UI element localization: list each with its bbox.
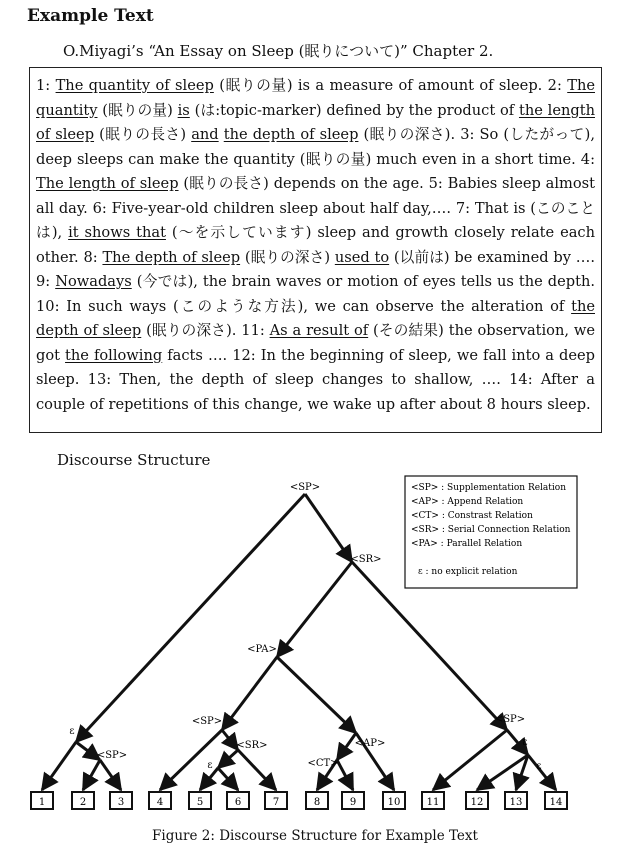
tree-leaf-number: 10: [387, 797, 401, 808]
text-segment: (眠りの量) is a measure of amount of sleep. 2:: [213, 77, 568, 94]
tree-leaf-number: 14: [549, 797, 563, 808]
tree-leaf-number: 8: [313, 797, 321, 808]
epsilon-label: ε: [69, 726, 75, 737]
discourse-tree: [0, 470, 630, 830]
tree-edge: [218, 768, 238, 790]
text-segment: (眠りの量): [97, 101, 178, 119]
tree-edge: [100, 760, 121, 790]
text-segment: (は:topic-marker) defined by the product of: [189, 101, 519, 119]
tree-leaf-number: 2: [79, 797, 87, 808]
tree-leaf-number: 11: [426, 797, 440, 808]
figure-caption: Figure 2: Discourse Structure for Example Text: [152, 828, 478, 844]
epsilon-label: ε: [522, 737, 528, 748]
tree-edge: [277, 657, 356, 733]
tree-edge: [277, 562, 352, 657]
text-segment: (今では), the brain waves or motion of eyes tells us the depth. 10: In such ways (このような方法), we can observe the alteration of: [36, 273, 595, 315]
tree-edge: [337, 733, 356, 760]
node-label-root: <SP>: [289, 482, 321, 493]
node-label-ap: <AP>: [354, 738, 386, 749]
text-segment: (眠りの深さ). 11:: [141, 322, 270, 339]
underlined-phrase: Nowadays: [55, 273, 132, 290]
text-segment: (眠りの深さ): [240, 248, 335, 266]
tree-edge: [222, 657, 277, 730]
essay-citation: O.Miyagi’s “An Essay on Sleep (眠りについて)” Chapter 2.: [63, 42, 494, 60]
text-segment: 1:: [36, 77, 56, 94]
underlined-phrase: used to: [334, 248, 390, 266]
underlined-phrase: The quantity: [36, 77, 595, 119]
tree-edge: [200, 768, 218, 790]
epsilon-label: ε: [207, 760, 213, 771]
node-label-sp: <SP>: [191, 716, 223, 727]
underlined-phrase: the depth of sleep: [36, 297, 595, 339]
tree-edge: [160, 730, 222, 790]
epsilon-label: ε: [536, 761, 542, 772]
text-segment: (その結果) the observation, we got: [36, 322, 595, 364]
underlined-phrase: is: [177, 101, 190, 119]
tree-leaf-number: 4: [156, 797, 164, 808]
tree-edge: [42, 742, 76, 790]
underlined-phrase: As a result of: [269, 322, 369, 339]
legend-entry: <SP> : Supplementation Relation: [411, 483, 567, 493]
text-segment: (眠りの長さ): [94, 126, 192, 143]
node-label-ct: <CT>: [307, 758, 339, 769]
node-label-pa: <PA>: [247, 644, 277, 655]
tree-edge: [83, 760, 100, 790]
tree-leaf-number: 13: [509, 797, 523, 808]
underlined-phrase: The quantity of sleep: [55, 77, 214, 94]
tree-edge: [477, 755, 528, 790]
tree-leaf-number: 6: [234, 797, 242, 808]
legend-entry: <AP> : Append Relation: [411, 497, 524, 507]
tree-leaf-number: 3: [117, 797, 125, 808]
example-text-paragraph: [36, 74, 595, 417]
text-segment: (〜を示しています) sleep and growth closely relate each other. 8:: [36, 224, 595, 266]
text-segment: (以前は) be examined by …. 9:: [36, 248, 595, 290]
example-heading: Example Text: [27, 6, 154, 26]
example-text-box: [29, 67, 602, 433]
underlined-phrase: The length of sleep: [36, 175, 179, 192]
tree-leaf-number: 1: [38, 797, 46, 808]
underlined-phrase: the depth of sleep: [223, 126, 359, 143]
underlined-phrase: and: [191, 126, 219, 143]
tree-edge: [305, 494, 352, 562]
tree-edge: [528, 755, 556, 790]
legend-entry: <SR> : Serial Connection Relation: [411, 525, 571, 535]
text-segment: (眠りの深さ). 3: So (したがって), deep sleeps can make the quantity (眠りの量) much even in a short time. 4:: [36, 126, 595, 168]
tree-leaf-number: 12: [470, 797, 484, 808]
tree-edge: [238, 750, 276, 790]
tree-leaf-number: 7: [272, 797, 280, 808]
text-segment: (眠りの長さ) depends on the age. 5: Babies sleep almost all day. 6: Five-year-old children sleep about half day,…. 7: That is (このことは),: [36, 175, 595, 241]
underlined-phrase: the following: [65, 346, 163, 364]
node-label-sr: <SR>: [236, 740, 268, 751]
node-label-sr: <SR>: [350, 554, 382, 565]
underlined-phrase: The depth of sleep: [102, 248, 241, 266]
underlined-phrase: it shows that: [68, 224, 166, 241]
tree-edge: [337, 760, 353, 790]
node-label-sp: <SP>: [96, 750, 128, 761]
tree-leaf-number: 5: [196, 797, 204, 808]
text-segment: facts …. 12: In the beginning of sleep, we fall into a deep sleep. 13: Then, the depth of sleep changes to shallow, …. 14: After a couple of repetitions of this change, we wake up after about 8 hours sleep.: [36, 346, 596, 413]
section-title: Discourse Structure: [57, 451, 211, 469]
legend-entry: <CT> : Constrast Relation: [411, 511, 533, 521]
tree-edge: [218, 750, 238, 768]
tree-edge: [433, 730, 507, 790]
tree-leaf-number: 9: [349, 797, 357, 808]
node-label-sp: <SP>: [494, 714, 526, 725]
legend-epsilon: ε : no explicit relation: [418, 567, 518, 577]
underlined-phrase: the length of sleep: [36, 101, 595, 143]
legend-entry: <PA> : Parallel Relation: [411, 539, 523, 549]
tree-edge: [76, 494, 305, 742]
